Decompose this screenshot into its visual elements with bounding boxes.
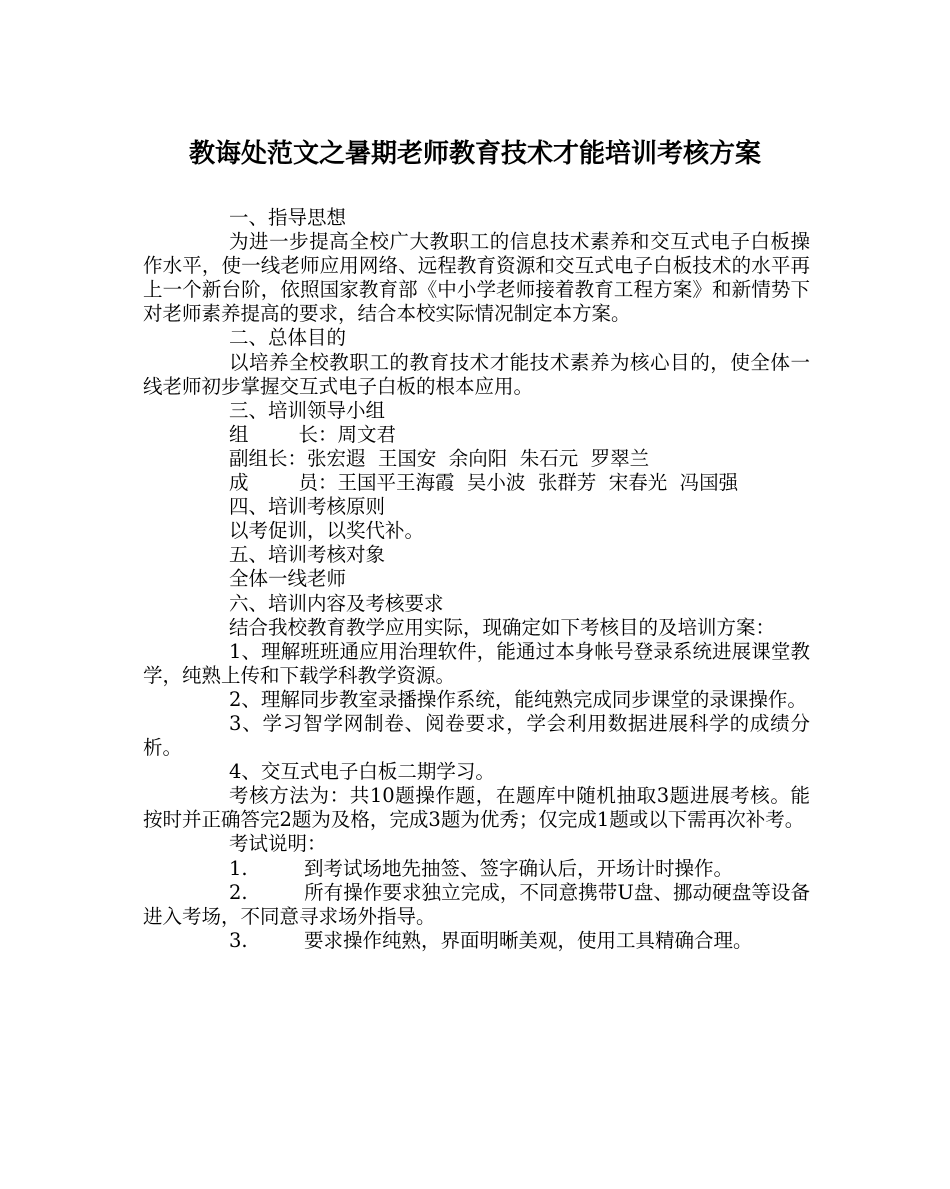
paragraph-content-intro: 结合我校教育教学应用实际，现确定如下考核目的及培训方案： — [229, 615, 776, 639]
exam-note-3-text: 要求操作纯熟，界面明晰美观，使用工具精确合理。 — [304, 928, 753, 952]
leader-line — [143, 423, 810, 447]
section-heading-targets: 五、培训考核对象 — [229, 543, 386, 567]
exam-note-1-text: 到考试场地先抽签、签字确认后，开场计时操作。 — [304, 856, 734, 880]
paragraph-targets: 全体一线老师 — [229, 567, 347, 591]
exam-note-3 — [143, 929, 810, 953]
member-label-a: 成 — [229, 471, 249, 495]
exam-note-1-number: 1. — [229, 856, 248, 880]
exam-note-3-number: 3. — [229, 928, 248, 952]
paragraph-overall-goal: 以培养全校教职工的教育技术才能技术素养为核心目的，使全体一线老师初步掌握交互式电子白板的根本应用。 — [143, 350, 810, 398]
paragraph-exam-method: 考核方法为：共10题操作题，在题库中随机抽取3题进展考核。能按时并正确答完2题为及格，完成3题为优秀；仅完成1题或以下需再次补考。 — [143, 784, 810, 832]
paragraph-guiding-ideology: 为进一步提高全校广大教职工的信息技术素养和交互式电子白板操作水平，使一线老师应用网络、远程教育资源和交互式电子白板技术的水平再上一个新台阶，依照国家教育部《中小学老师接着教育工程方案》和新情势下对老师素养提高的要求，结合本校实际情况制定本方案。 — [143, 230, 810, 326]
section-heading-overall-goal: 二、总体目的 — [229, 326, 347, 350]
exam-note-2-text: 所有操作要求独立完成，不同意携带U盘、挪动硬盘等设备进入考场，不同意寻求场外指导。 — [143, 880, 810, 928]
section-heading-leadership-group: 三、培训领导小组 — [229, 398, 386, 422]
exam-note-2 — [143, 881, 810, 929]
leader-label-b: 长： — [298, 422, 338, 446]
leader-label-a: 组 — [229, 422, 249, 446]
paragraph-principles: 以考促训，以奖代补。 — [229, 519, 425, 543]
section-heading-principles: 四、培训考核原则 — [229, 495, 386, 519]
section-heading-guiding-ideology: 一、指导思想 — [229, 206, 347, 229]
exam-note-1 — [143, 857, 810, 881]
member-names: 王国平王海霞 吴小波 张群芳 宋春光 冯国强 — [337, 471, 739, 495]
list-item-2: 2、理解同步教室录播操作系统，能纯熟完成同步课堂的录课操作。 — [229, 687, 807, 711]
leader-name: 周文君 — [337, 422, 397, 446]
exam-note-2-number: 2. — [229, 880, 248, 904]
list-item-1: 1、理解班班通应用治理软件，能通过本身帐号登录系统进展课堂教学，纯熟上传和下载学科教学资源。 — [143, 639, 810, 687]
list-item-3: 3、学习智学网制卷、阅卷要求，学会利用数据进展科学的成绩分析。 — [143, 711, 810, 760]
member-label-b: 员： — [298, 471, 338, 495]
document-body — [143, 206, 810, 953]
list-item-4: 4、交互式电子白板二期学习。 — [229, 760, 495, 784]
member-line — [143, 471, 810, 495]
exam-notes-heading: 考试说明： — [229, 832, 327, 856]
document-title: 教诲处范文之暑期老师教育技术才能培训考核方案 — [188, 139, 761, 169]
section-heading-content-requirements: 六、培训内容及考核要求 — [229, 591, 444, 615]
deputy-line: 副组长：张宏遐 王国安 余向阳 朱石元 罗翠兰 — [229, 446, 650, 470]
